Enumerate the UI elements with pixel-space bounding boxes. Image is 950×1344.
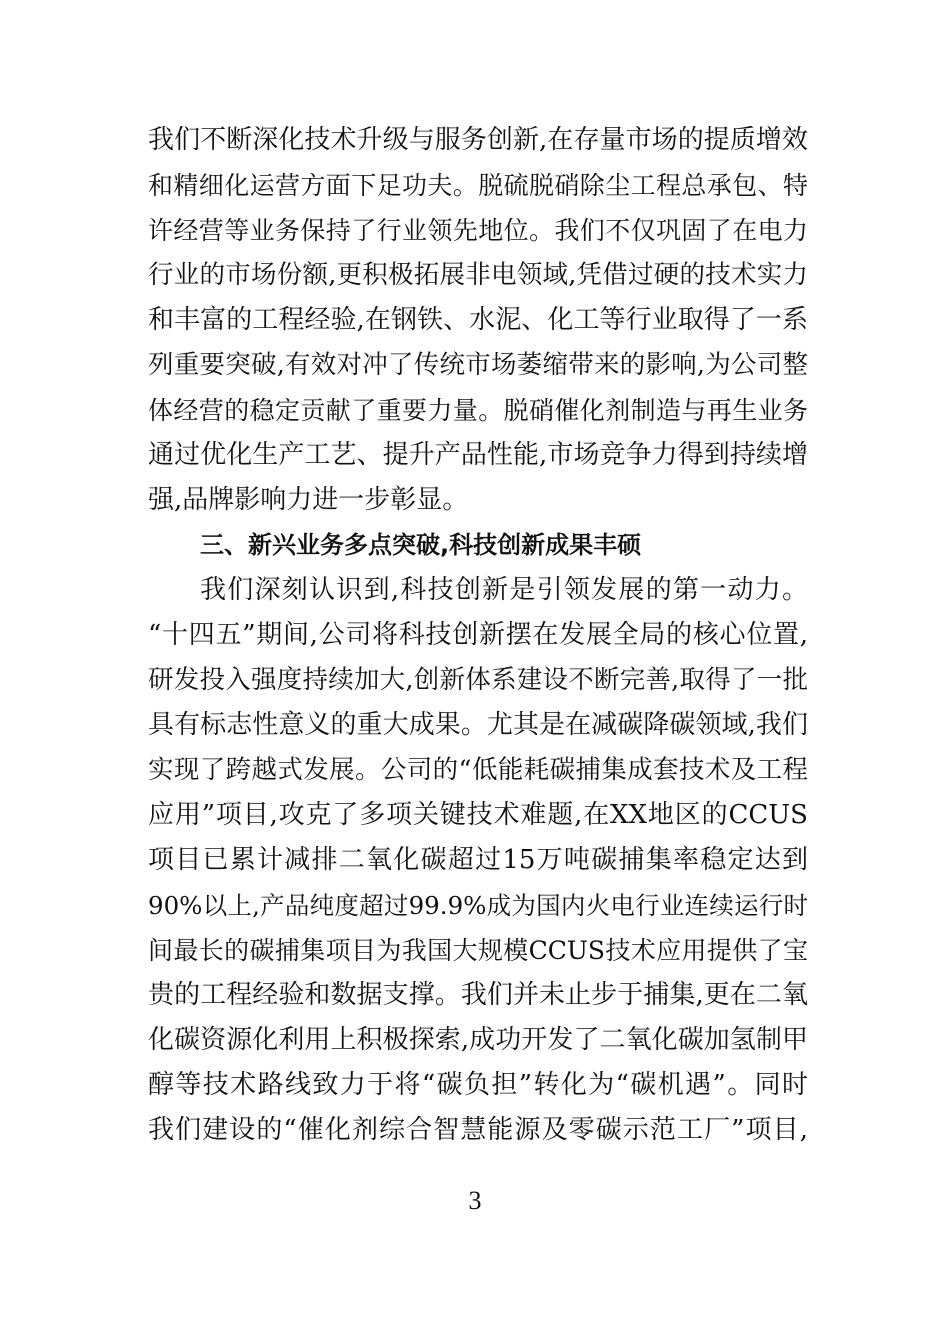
paragraph-line: 我们深刻认识到,科技创新是引领发展的第一动力。 <box>200 575 808 605</box>
paragraph-line: 体经营的稳定贡献了重要力量。脱硝催化剂制造与再生业务 <box>148 396 808 425</box>
paragraph-line: 项目已累计减排二氧化碳超过15万吨碳捕集率稳定达到 <box>148 845 808 875</box>
paragraph-line: 醇等技术路线致力于将“碳负担”转化为“碳机遇”。同时 <box>148 1070 808 1100</box>
paragraph-line: 研发投入强度持续加大,创新体系建设不断完善,取得了一批 <box>148 665 808 695</box>
paragraph-line: 行业的市场份额,更积极拓展非电领域,凭借过硬的技术实力 <box>148 260 808 290</box>
paragraph-line: 和精细化运营方面下足功夫。脱硫脱硝除尘工程总承包、特 <box>148 171 808 200</box>
paragraph-line: 实现了跨越式发展。公司的“低能耗碳捕集成套技术及工程 <box>148 755 808 785</box>
page-number: 3 <box>468 1186 482 1215</box>
section-heading: 三、新兴业务多点突破,科技创新成果丰硕 <box>200 531 642 559</box>
paragraph-line: 应用”项目,攻克了多项关键技术难题,在XX地区的CCUS <box>148 800 808 830</box>
paragraph-line: 强,品牌影响力进一步彰显。 <box>148 485 469 515</box>
paragraph-line: 和丰富的工程经验,在钢铁、水泥、化工等行业取得了一系 <box>148 305 808 335</box>
paragraph-line: 具有标志性意义的重大成果。尤其是在减碳降碳领域,我们 <box>148 710 808 740</box>
paragraph-line: 间最长的碳捕集项目为我国大规模CCUS技术应用提供了宝 <box>148 936 808 965</box>
paragraph-line: 贵的工程经验和数据支撑。我们并未止步于捕集,更在二氧 <box>148 980 808 1010</box>
paragraph-line: 90%以上,产品纯度超过99.9%成为国内火电行业连续运行时 <box>148 891 808 920</box>
paragraph-line: 我们不断深化技术升级与服务创新,在存量市场的提质增效 <box>148 125 808 155</box>
paragraph-line: “十四五”期间,公司将科技创新摆在发展全局的核心位置, <box>148 620 808 650</box>
paragraph-line: 我们建设的“催化剂综合智慧能源及零碳示范工厂”项目, <box>148 1115 808 1145</box>
paragraph-1 <box>148 118 808 1153</box>
paragraph-line: 化碳资源化利用上积极探索,成功开发了二氧化碳加氢制甲 <box>148 1025 808 1055</box>
paragraph-line: 列重要突破,有效对冲了传统市场萎缩带来的影响,为公司整 <box>148 350 808 380</box>
paragraph-line: 许经营等业务保持了行业领先地位。我们不仅巩固了在电力 <box>148 216 808 245</box>
paragraph-line: 通过优化生产工艺、提升产品性能,市场竞争力得到持续增 <box>148 440 808 470</box>
